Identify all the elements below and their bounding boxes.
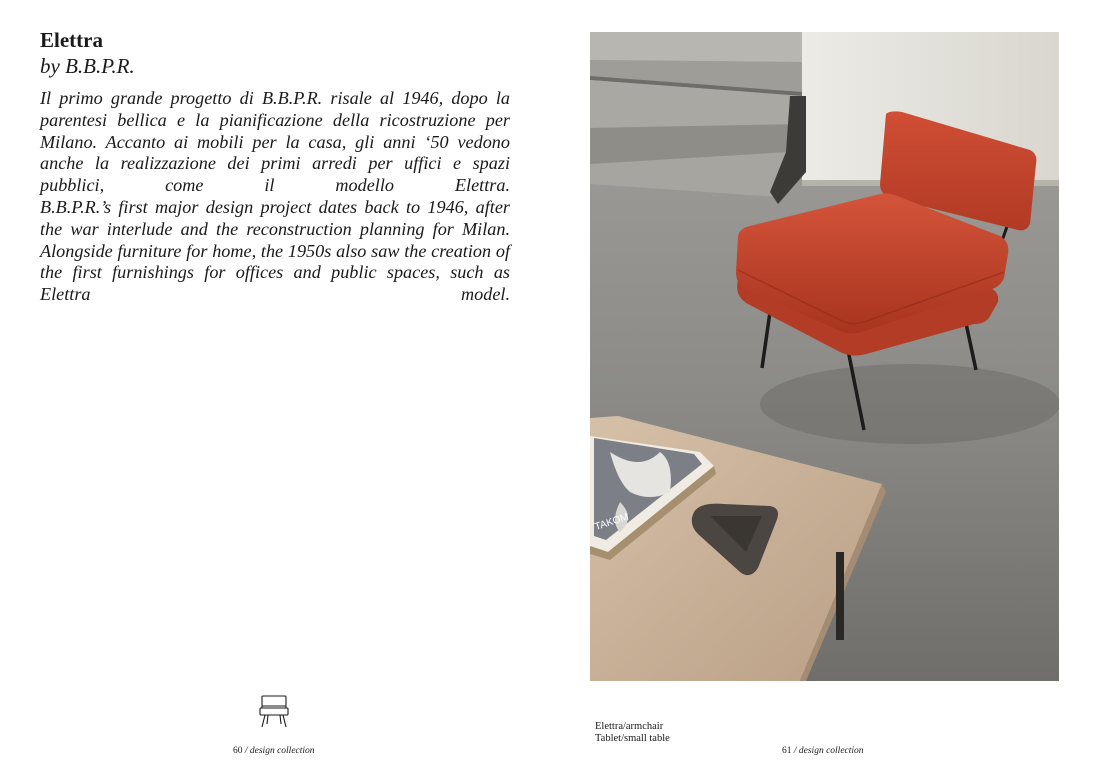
caption-line-1: Elettra/armchair [595, 721, 664, 732]
footer-separator: / [244, 746, 248, 756]
page-footer-right [782, 745, 864, 757]
book-cover-text: TAKOM [593, 511, 631, 533]
footer-label: design collection [798, 746, 864, 756]
product-title: Elettra [40, 28, 103, 52]
footer-separator: / [793, 746, 797, 756]
description-italian: Il primo grande progetto di B.B.P.R. risale al 1946, dopo la parentesi bellica e la pianificazione della ricostruzione per Milano. Accanto ai mobili per la casa, gli anni ‘50 vedono anche la realizzazione dei primi arredi per uffici e spazi pubblici, come il modello Elettra. [40, 88, 510, 196]
armchair-icon [259, 694, 289, 730]
page-number-left: 60 [233, 746, 243, 756]
photo-caption [595, 721, 670, 745]
description-english: B.B.P.R.’s first major design project dates back to 1946, after the war interlude and the reconstruction planning for Milan. Alongside furniture for home, the 1950s also saw the creation of the first furnishings for offices and public spaces, such as Elettra model. [40, 196, 510, 305]
page-footer-left [233, 745, 315, 757]
caption-line-2: Tablet/small table [595, 733, 670, 744]
page-number-right: 61 [782, 746, 792, 756]
designer-credit: by B.B.P.R. [40, 54, 135, 78]
footer-label: design collection [249, 746, 315, 756]
description-text [40, 88, 510, 306]
product-photo [590, 32, 1059, 681]
